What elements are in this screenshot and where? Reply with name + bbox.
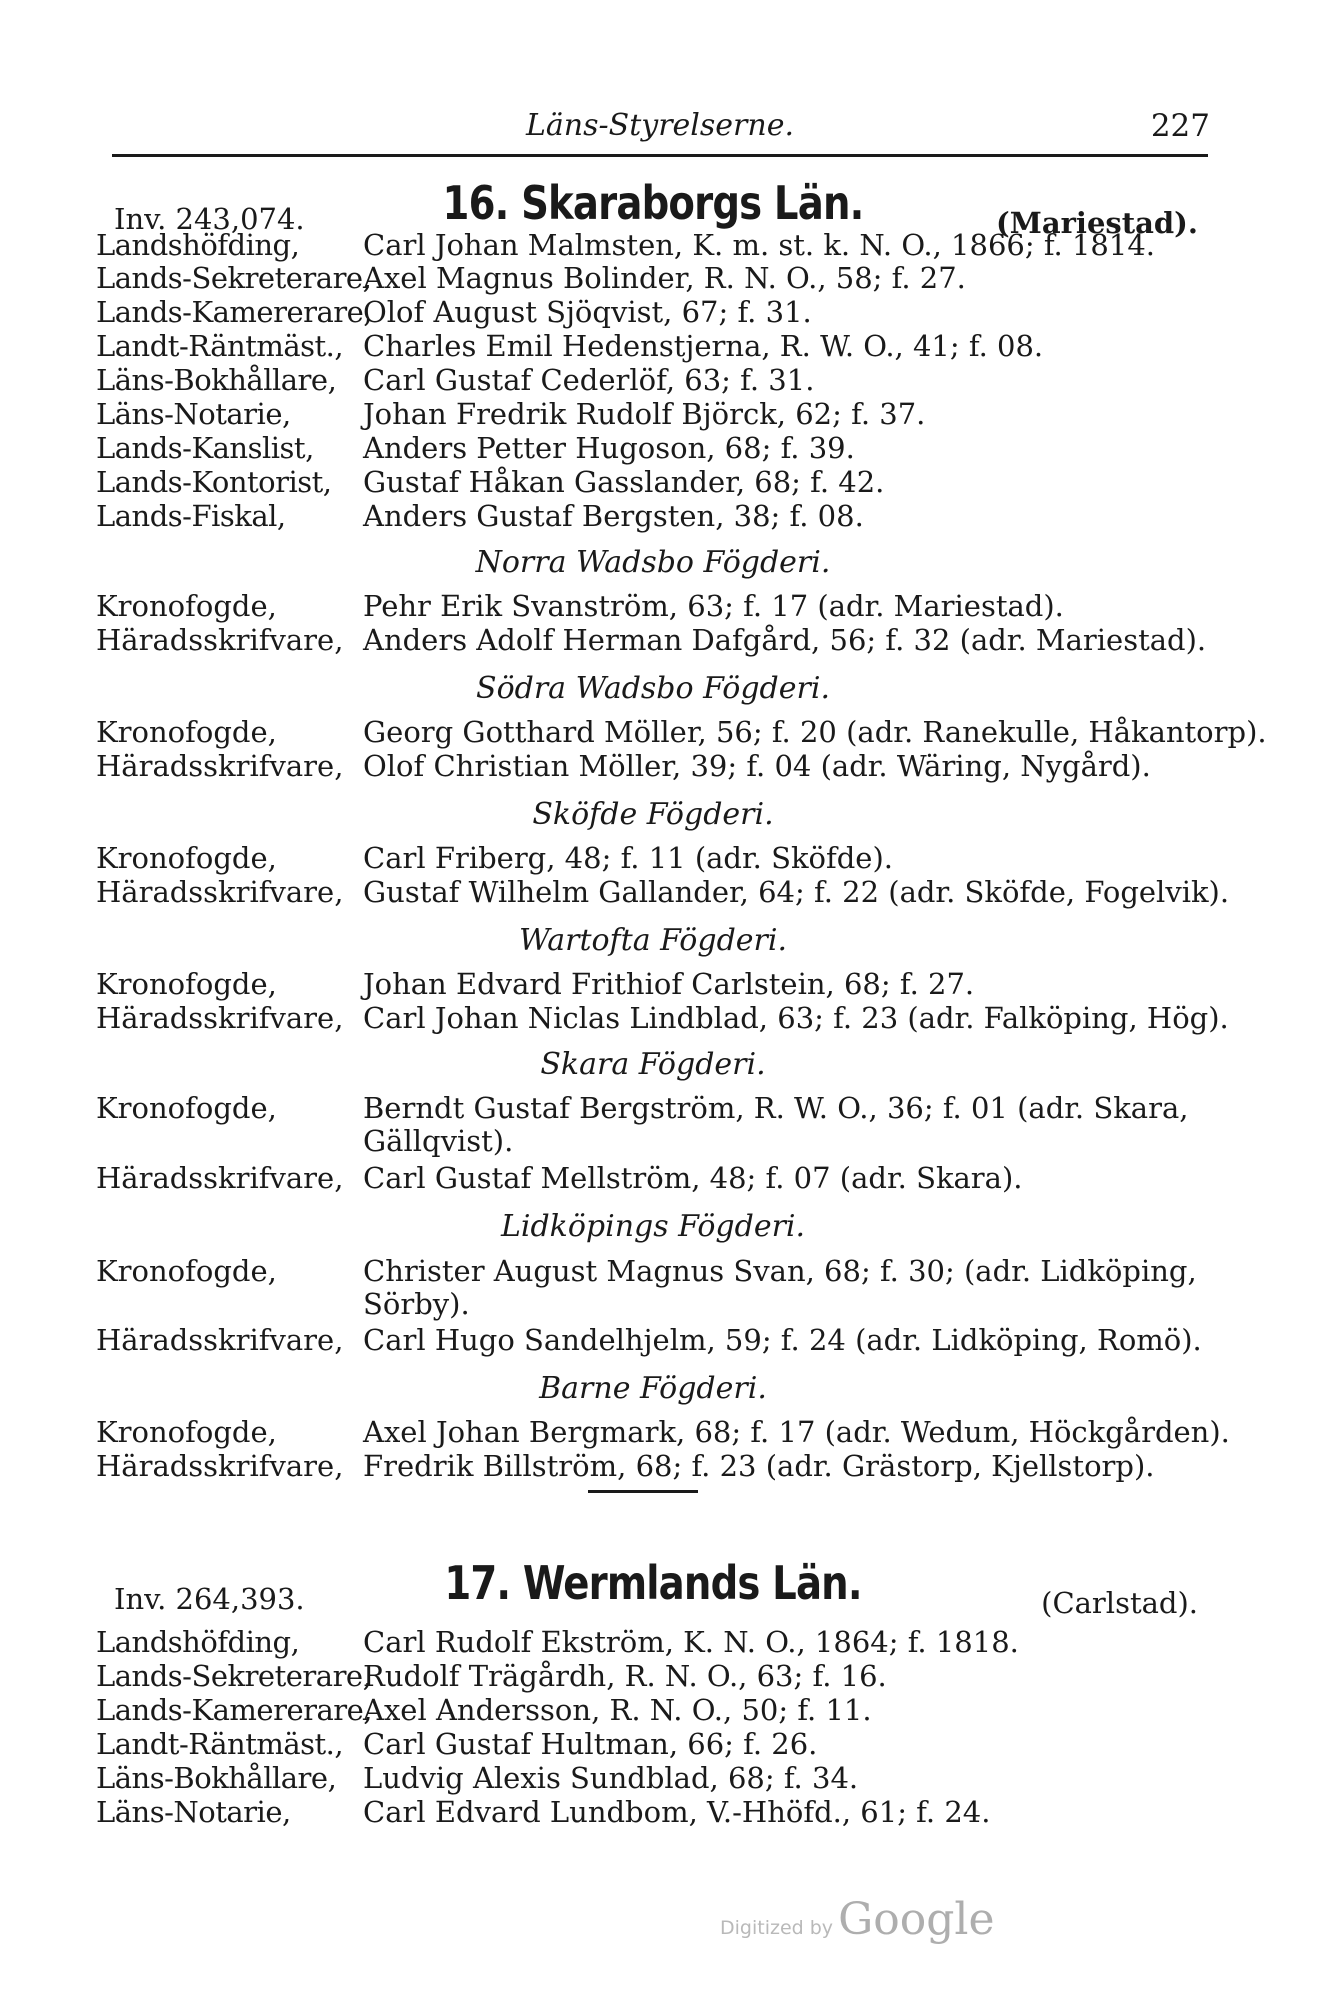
official-role: Häradsskrifvare, bbox=[96, 875, 344, 909]
official-desc: Carl Gustaf Mellström, 48; f. 07 (adr. Skara). bbox=[363, 1161, 1023, 1195]
official-role: Lands-Fiskal, bbox=[96, 499, 286, 533]
official-role: Häradsskrifvare, bbox=[96, 1001, 344, 1035]
district-heading: Norra Wadsbo Fögderi. bbox=[475, 545, 831, 580]
official-role: Lands-Kamererare, bbox=[96, 295, 373, 329]
official-desc: Axel Johan Bergmark, 68; f. 17 (adr. Wedum, Höckgården). bbox=[363, 1415, 1230, 1449]
official-desc: Carl Edvard Lundbom, V.-Hhöfd., 61; f. 24. bbox=[363, 1795, 991, 1829]
official-role: Kronofogde, bbox=[96, 1415, 277, 1449]
watermark-prefix: Digitized by bbox=[720, 1917, 834, 1939]
official-desc: Carl Johan Malmsten, K. m. st. k. N. O., 1866; f. 1814. bbox=[363, 228, 1156, 262]
official-role: Läns-Bokhållare, bbox=[96, 363, 337, 397]
official-role: Landshöfding, bbox=[96, 228, 300, 262]
official-role: Häradsskrifvare, bbox=[96, 1449, 344, 1483]
official-role: Läns-Notarie, bbox=[96, 397, 291, 431]
official-role: Lands-Kamererare, bbox=[96, 1693, 373, 1727]
official-role: Läns-Notarie, bbox=[96, 1795, 291, 1829]
official-role: Lands-Kontorist, bbox=[96, 465, 332, 499]
official-desc: Georg Gotthard Möller, 56; f. 20 (adr. Ranekulle, Håkantorp). bbox=[363, 715, 1267, 749]
official-desc: Fredrik Billström, 68; f. 23 (adr. Grästorp, Kjellstorp). bbox=[363, 1449, 1155, 1483]
official-role: Häradsskrifvare, bbox=[96, 749, 344, 783]
district-heading: Sköfde Fögderi. bbox=[532, 797, 774, 832]
official-desc: Carl Rudolf Ekström, K. N. O., 1864; f. 1818. bbox=[363, 1625, 1019, 1659]
official-role: Kronofogde, bbox=[96, 967, 277, 1001]
county-inventory: Inv. 264,393. bbox=[114, 1582, 305, 1616]
official-role: Lands-Sekreterare, bbox=[96, 1659, 372, 1693]
official-desc: Carl Friberg, 48; f. 11 (adr. Sköfde). bbox=[363, 841, 894, 875]
official-role: Landshöfding, bbox=[96, 1625, 300, 1659]
running-title: Läns-Styrelserne. bbox=[525, 108, 794, 143]
digitization-watermark bbox=[720, 1894, 995, 1945]
watermark-brand: Google bbox=[838, 1894, 995, 1945]
official-desc: Anders Petter Hugoson, 68; f. 39. bbox=[363, 431, 855, 465]
official-desc: Anders Adolf Herman Dafgård, 56; f. 32 (adr. Mariestad). bbox=[363, 623, 1207, 657]
county-title: 16. Skaraborgs Län. bbox=[442, 176, 864, 230]
official-desc: Gustaf Håkan Gasslander, 68; f. 42. bbox=[363, 465, 885, 499]
official-desc: Carl Gustaf Hultman, 66; f. 26. bbox=[363, 1727, 818, 1761]
district-heading: Barne Fögderi. bbox=[539, 1371, 767, 1406]
official-role: Landt-Räntmäst., bbox=[96, 1727, 344, 1761]
official-role: Kronofogde, bbox=[96, 1254, 277, 1288]
official-desc: Charles Emil Hedenstjerna, R. W. O., 41; f. 08. bbox=[363, 329, 1044, 363]
official-desc: Johan Fredrik Rudolf Björck, 62; f. 37. bbox=[363, 397, 926, 431]
county-seat: (Mariestad). bbox=[996, 206, 1198, 240]
official-role: Kronofogde, bbox=[96, 1091, 277, 1125]
official-desc: Carl Gustaf Cederlöf, 63; f. 31. bbox=[363, 363, 815, 397]
official-role: Lands-Kanslist, bbox=[96, 431, 314, 465]
official-desc: Anders Gustaf Bergsten, 38; f. 08. bbox=[363, 499, 864, 533]
official-desc: Pehr Erik Svanström, 63; f. 17 (adr. Mariestad). bbox=[363, 589, 1064, 623]
official-role: Kronofogde, bbox=[96, 715, 277, 749]
official-desc: Johan Edvard Frithiof Carlstein, 68; f. 27. bbox=[363, 967, 975, 1001]
official-role: Landt-Räntmäst., bbox=[96, 329, 344, 363]
section-divider bbox=[588, 1490, 698, 1493]
official-desc: Berndt Gustaf Bergström, R. W. O., 36; f. 01 (adr. Skara, Gällqvist). bbox=[363, 1091, 1189, 1158]
official-desc: Gustaf Wilhelm Gallander, 64; f. 22 (adr. Sköfde, Fogelvik). bbox=[363, 875, 1230, 909]
official-desc: Rudolf Trägårdh, R. N. O., 63; f. 16. bbox=[363, 1659, 887, 1693]
page-number: 227 bbox=[1150, 108, 1210, 144]
county-heading-wermland bbox=[96, 1556, 1210, 1620]
official-role: Kronofogde, bbox=[96, 589, 277, 623]
running-head bbox=[110, 108, 1210, 158]
official-desc: Olof Christian Möller, 39; f. 04 (adr. Wäring, Nygård). bbox=[363, 749, 1151, 783]
official-desc: Axel Andersson, R. N. O., 50; f. 11. bbox=[363, 1693, 872, 1727]
county-inventory: Inv. 243,074. bbox=[114, 202, 305, 236]
official-role: Lands-Sekreterare, bbox=[96, 261, 372, 295]
district-heading: Skara Fögderi. bbox=[540, 1047, 766, 1082]
county-title: 17. Wermlands Län. bbox=[444, 1556, 862, 1610]
official-role: Häradsskrifvare, bbox=[96, 1323, 344, 1357]
official-desc: Carl Johan Niclas Lindblad, 63; f. 23 (adr. Falköping, Hög). bbox=[363, 1001, 1229, 1035]
header-rule bbox=[112, 154, 1208, 157]
official-role: Kronofogde, bbox=[96, 841, 277, 875]
district-heading: Södra Wadsbo Fögderi. bbox=[476, 671, 830, 706]
official-role: Häradsskrifvare, bbox=[96, 1161, 344, 1195]
official-desc: Axel Magnus Bolinder, R. N. O., 58; f. 27. bbox=[363, 261, 966, 295]
official-desc: Carl Hugo Sandelhjelm, 59; f. 24 (adr. Lidköping, Romö). bbox=[363, 1323, 1202, 1357]
county-seat: (Carlstad). bbox=[1041, 1586, 1198, 1620]
official-desc: Christer August Magnus Svan, 68; f. 30; (adr. Lidköping, Sörby). bbox=[363, 1254, 1197, 1321]
official-desc: Ludvig Alexis Sundblad, 68; f. 34. bbox=[363, 1761, 859, 1795]
official-role: Häradsskrifvare, bbox=[96, 623, 344, 657]
official-desc: Olof August Sjöqvist, 67; f. 31. bbox=[363, 295, 812, 329]
district-heading: Wartofta Fögderi. bbox=[518, 923, 788, 958]
district-heading: Lidköpings Fögderi. bbox=[500, 1209, 806, 1244]
official-role: Läns-Bokhållare, bbox=[96, 1761, 337, 1795]
